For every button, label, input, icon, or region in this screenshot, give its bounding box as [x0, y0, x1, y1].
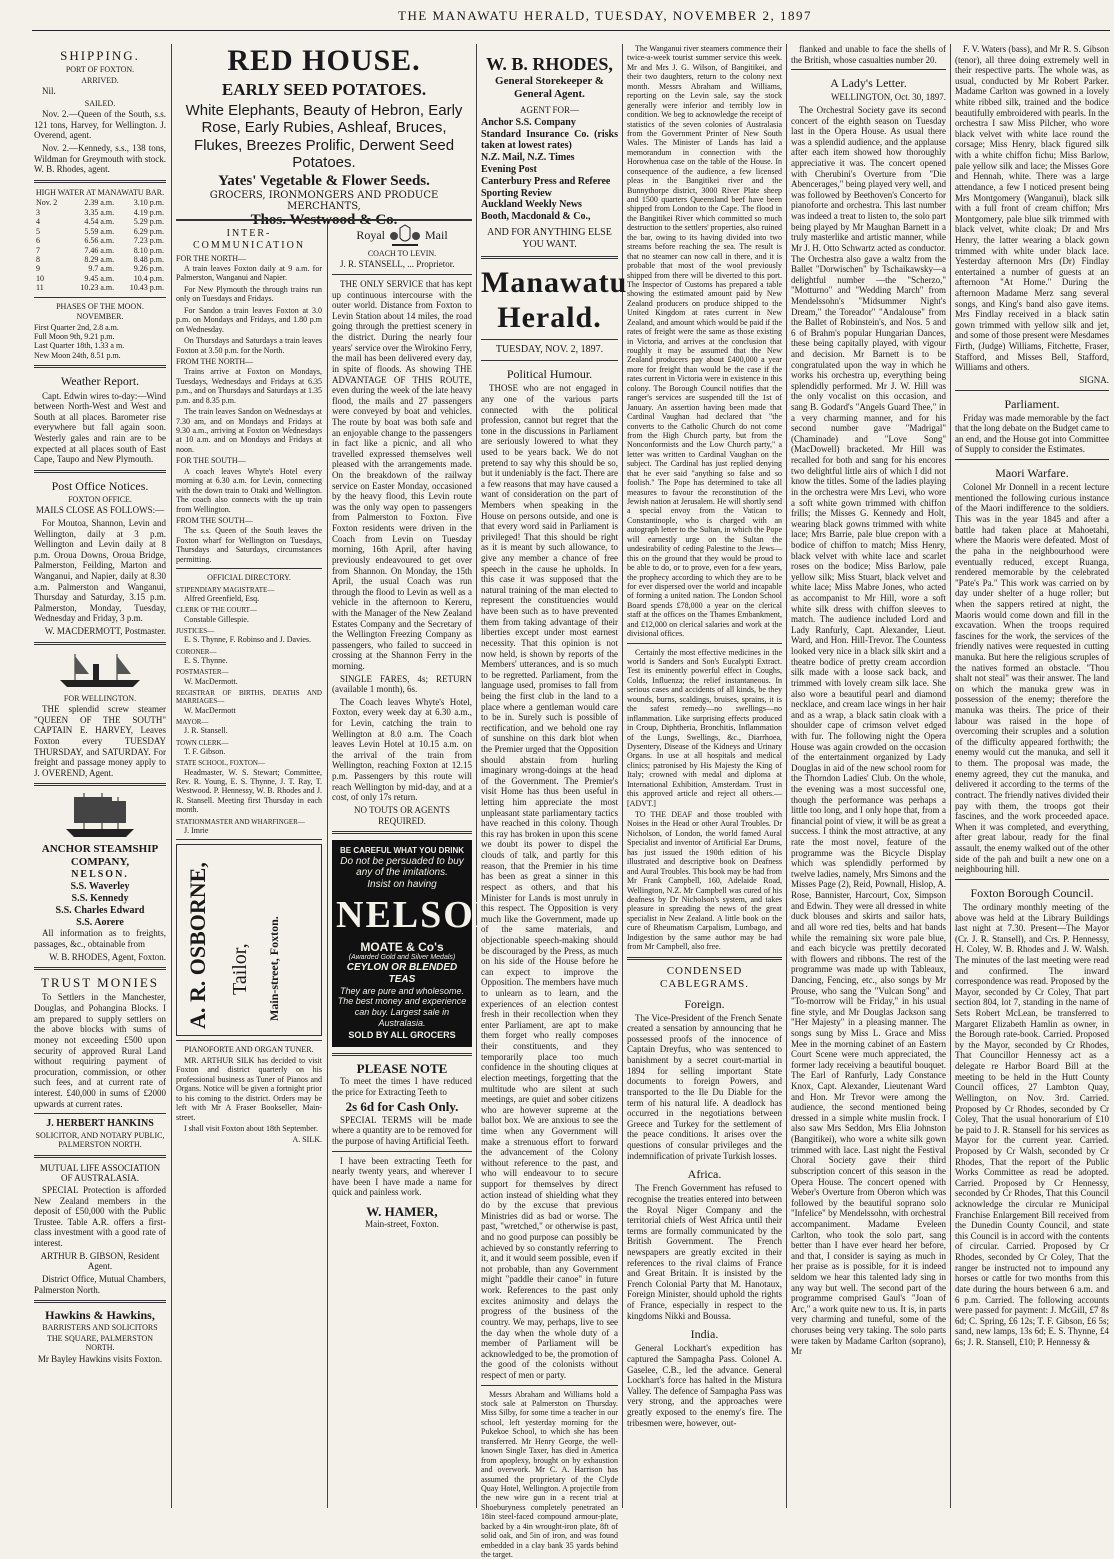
- masthead-title: THE MANAWATU HERALD, TUESDAY, NOVEMBER 2, 1897: [398, 8, 813, 23]
- tide-cell: 7.23 p.m.: [133, 236, 164, 246]
- coach-fares: SINGLE FARES, 4s; RETURN (available 1 month), 6s.: [332, 673, 472, 695]
- tide-row: [34, 283, 166, 292]
- masthead: [0, 0, 1114, 30]
- for-wellington: FOR WELLINGTON.: [63, 693, 137, 703]
- mail-word: Mail: [425, 227, 448, 242]
- foreign-heading: Foreign.: [684, 996, 725, 1011]
- please-heading: PLEASE NOTE: [356, 1060, 448, 1076]
- sailing-ship-icon: [60, 791, 140, 839]
- letter-signature: SIGNA.: [1079, 374, 1109, 385]
- osborne-advert: [176, 844, 322, 1036]
- column-council: [955, 44, 1109, 1508]
- column-coach: [332, 224, 505, 1508]
- nelson-line: SOLD BY ALL GROCERS: [348, 1030, 456, 1041]
- hankins-name: J. HERBERT HANKINS: [46, 1118, 154, 1130]
- directory-title: MAYOR—: [176, 717, 209, 726]
- ship-name: S.S. Charles Edward: [55, 904, 145, 916]
- maori-heading: Maori Warfare.: [995, 466, 1069, 481]
- please-price: 2s 6d for Cash Only.: [345, 1099, 459, 1115]
- inter-heading: INTER-COMMUNICATION: [192, 228, 306, 251]
- train-note: For Sandon a train leaves Foxton at 3.0 p.m. on Mondays and Fridays, and 1.80 p.m on Wednesday.: [176, 305, 322, 334]
- moon-phase: Last Quarter 18th, 1.33 a m.: [34, 341, 125, 351]
- tide-row: [34, 236, 166, 245]
- tide-cell: Nov. 2: [36, 198, 58, 208]
- maori-text: Colonel Mr Donnell in a recent lecture mentioned the following curious instance of the Maori indifference to the soldiers. This was in the year 1845 and after a battle had taken place at Mahoetahi, where the Maoris were defeated. Most of the paha in the neighbourhood were eventually reduced, except Ruanga, rendered memorable by the celebrated "Pate's Pa." This work was carried on by day under shelter of a huge roller; but when the sappers retired at night, the Maoris would come down and fill in the excavation. When the troops required fascines for the work, the services of the friendly natives were requested in cutting manuka. But here the religious scruples of the natives formed an obstacle. "Thou shalt not steal" was their answer. The land on which the manuka grew was in possession of the enemy; therefore the manuka was theirs. The price of their labour was raised in the hope of overcoming their scruples and a solution of the difficulty appeared forthwith; the enemy would cut the manuka, and sell it to them. The proposal was made, the enemy agreed, they cut the manuka, and delivered it according to the terms of the contract. The friendly natives divided their pay with them, the troops got their fascines, and the work proceeded apace. When it was completed, and everything, after great labour, ready for the final assault, the enemy walked out of the other side of the pah and built a new one on a neighbouring hill.: [955, 482, 1109, 875]
- eucalypti-advert: Certainly the most effective medicines in the world is Sanders and Son's Eucalypti Extract. Test its eminently powerful effect in Coughs, Colds, Influenza; the relief instantaneous. In serious cases and accidents of all kinds, be they wounds, burns, scaldings, bruises, sprains, it is the safest remedy—no swellings—no inflammation. Like surprising effects produced in Croup, Diphtheria, Bronchitis, Inflammation of the Lungs, Swellings, &c., Diarrhoea, Dysentery, Disease of the Kidneys and Urinary Organs. In use at all hospitals and medical clinics; patronised by His Majesty the King of Italy; crowned with medal and diploma at International Exhibition, Amsterdam. Trust in this approved article and reject all others.—[ADVT.]: [627, 647, 782, 808]
- agency-item: Sporting Review: [481, 187, 552, 199]
- letter-continued: F. V. Waters (bass), and Mr R. S. Gibson (tenor), all three doing extremely well in their respective parts. The whole was, as usual, conducted by Mr Robert Parker. Madame Carlton was gowned in a lovely white ribbed silk, trained and the bodice beautifully embroidered with pearls. In the orchestra I saw Miss Pilcher, who wore black velvet with white lace round the corsage; Miss Henry, black figured silk with a white chiffon fichu; Miss Barlow, pale yellow silk and lace; the Misses Gore and Hennah, white. There was a large attendance, a few I noticed present being Mrs Montgomery (Wanganui), black silk with a full front of cream chiffon; Mrs Montgomery, pale blue silk trimmed with black velvet, white cloak; Dr and Mrs Henry, the latter wearing a black gown trimmed with white under black lace. Yesterday afternoon Mrs (Dr) Findlay entertained a number of guests at an afternoon "At Home." During the afternoon Madame Merz sang several songs, and King's band also gave items. Mrs Findlay received in a black satin gown trimmed with yellow silk and jet, and some of those present were Mesdames Firth, (Judge) Williams, Fitchette, Fraser, Stafford, and Misses Bell, Stafford, Williams and others.: [955, 44, 1109, 373]
- letter-heading: A Lady's Letter.: [830, 76, 907, 91]
- directory-holder: Alfred Greenfield, Esq.: [184, 593, 260, 603]
- local-notes: Messrs Abraham and Williams hold a stock sale at Palmerston on Thursday. Miss Silby, for some time a teacher in our school, left yesterday morning for the Pukekoe School, to which she has been transferred. Mr Henry George, the well-known Single Taxer, has died in America from apoplexy, brought on by exhaustion and overwork. Mr C. A. Harrison has assumed the proprietary of the Clyde Quay Hotel, Wellington. A projectile from the new wire gun in a recent trial at Shoeburyness completely penetrated an 18in steel-faced compound armour-plate, backed by a 4in wrought-iron plate, 8ft of solid oak, and 5in of iron, and was found embedded in a clay bank 35 yards behind the target.: [481, 1389, 618, 1559]
- steamer-text: THE splendid screw steamer "QUEEN OF THE SOUTH" CAPTAIN E. HARVEY, Leaves Foxton every TUESDAY THURSDAY, and SATURDAY. For freight and passage money apply to J. OVEREND, Agent.: [34, 704, 166, 778]
- political-text: THOSE who are not engaged in any one of the various parts connected with the political profession, cannot but regret that the tone in the discussions in Parliament are seriously lowered to what they used to be years back. We do not pretend to say why this should be so, but it undeniably is the fact. There are a few reasons that may have caused a want of consideration on the part of Members when speaking in the House on persons outside, and one is that every word said in Parliament is privileged! That this should be right as it is meant by such allowance, to give any member a chance of free speech in the cause he upholds. In this case it was supposed that the natural training of the man elected to represent the constituencies would have been such as to have prevented them from taking advantage of their liberties except under most earnest necessity. That this opinion is not now held, is shown by reports of the Members' utterances, and is so much to be regretted. Parliament, from the language used, promises to fall from being the first club in the land to a place where a gentleman would care to be in. Surely such is possible of rectification, and we behold one ray of sunshine on this dark blot when the Premier urged that the Opposition should abstain from hurling imaginary wrong-doings at the head of the Government. The Premier's visit Home has thus been useful in letting him appreciate the most unpleasant state parliamentary tactics have reached in this colony. Though this ray has broken in upon this scene we doubt its power to dispel the clouds of talk, and partly for this reason, that the Premier in his time has been as great a sinner in this respect as others, and that his Minister for Lands is most unruly in this respect. The Opposition is very much like the Government, made up of the same materials, and objectionable speech-making should be discouraged by the Press, as much on his side of the House before he can expect to improve the Opposition. The members have much to unlearn as to learn, and the experiences of an election contest fresh in their recollection when they enter Parliament, are apt to make them forget who really composes their constituents, and they temporarily place too much confidence in the shouting cliques at election meetings, forgetting that the multitude who are silent at such meetings, are quiet and sober citizens who are however supreme at the ballot box. We are anxious to see the time when any Government will make a strenuous effort to forward the advancement of the Colony without reference to the past, and who will endeavour to to secure support for themselves by direct action instead of shielding what they do by the excuse that previous Ministries did as bad or worse. The past, "wretched," or otherwise is past, and no good purpose can possibly be achieved by so constantly referring to it, and it would seem possible, even if not probable, than any Government might "paddle their canoe" in future work. References to the past only excites animosity and delays the progress of the business of the country. We may, perhaps, live to see the day when the whole duty of a member of Parliament will be acknowledged to be, the promotion of the good of the colonists without respect of men or party.: [481, 383, 618, 1380]
- foreign-text: The Vice-President of the French Senate created a sensation by announcing that he possessed proofs of the innocence of Captain Dreyfus, who was sentenced to banishment by a secret court-martial in 1894 for selling important State documents to foreign Powers, and transported to the Ile Du Diable for the term of his natural life. A deadlock has occurred in the negotiations between Greece and Turkey for the settlement of the peace conditions. It arises over the questions of consular privileges and the indemnification of private Turkish losses.: [627, 1012, 782, 1161]
- directory-title: STATE SCHOOL, FOXTON—: [176, 759, 265, 768]
- nelson-line: CEYLON OR BLENDED TEAS: [346, 962, 458, 985]
- column-news: [627, 44, 782, 1508]
- proprietor-line: J. R. STANSELL, ... Proprietor.: [340, 259, 455, 270]
- tide-cell: 7.46 a.m.: [84, 245, 115, 255]
- directory-title: TOWN CLERK—: [176, 738, 229, 747]
- india-continued: flanked and unable to face the shells of the British, whose casualties number 20.: [791, 44, 946, 65]
- tide-cell: 8.29 a.m.: [84, 254, 115, 264]
- nelson-line: (Awarded Gold and Silver Medals): [348, 953, 456, 961]
- letter-text: The Orchestral Society gave its second concert of the eighth season on Tuesday last in the Opera House. As usual there was a splendid audience, and the applause after each item showed how thoroughly appreciative it was. The concert opened with Cherubini's Overture from "Die Abencerages," being played very well, and was followed by Beethoven's Concerto for pianoforte and orchestra. This last number was indeed a treat to listen to, the solo part being played by Mr Maughan Barnett in a truly masterlike and artistic manner, while Mr J. H. Otto Schwartz acted as conductor. The Orchestra also gave a waltz from the Ballet "Dorwischen" by Tschaikawsky—a delightful number —the "Scherzo," "Motturno" and "Wedding March" from Mendelssohn's "Midsummer Night's Dream," the Toreador" "Andalouse" from the Ballet of Robinstein's, and Nos. 5 and 6 of Brahm's popular Hungarian Dances, these being capitally played, with vigour and decision. Mr Barnett is to be congratulated upon the way in which he works his orchestra up, everything being splendidly performed. Mr J. W. Hill was the only vocalist on this occasion, and sang B. Godard's "Angels Guard Thee," in a very charming manner, and for his second number gave "Madrigal" (Chaminade) and "Love Song" (MacDowell) bracketed. Mr Hill was recalled for both and sang for his encores two delightful little airs of which I did not know the titles. Some of the ladies playing in the orchestra were Mrs Levi, who wore a soft white gown trimmed with chiffon frills; the Misses G. Kennedy and Holt, wearing black gowns trimmed with white lace; Mrs Barrie, pale blue crepon with a bodice of chiffon to match; Miss Henry, black velvet with white lace and scarlet roses on the bodice; Miss Barlow, pale yellow silk; Miss Stuart, black velvet and white lace; Miss Mabre Jones, who acted as accompanist to Mr Hill, wore a soft white silk dress with chiffon sleeves to match. The audience included Lord and Lady Ranfurly, Capt. Alexander, Lieut. Ward, and Hon. Hill-Trevor. The Countess looked very nice in a black silk skirt and a theatre bodice of pretty cream accordion silk made with a loose sack back, and trimmed with lovely cream silk lace. She also wore a beautiful pearl and diamond necklace, and cream lace wings in her hair and as a wrap, a black satin cloak with a shoulder cape of crimson velvet edged with fur. The following night the Opera House was again crowded on the occasion of the entertainment organized by Lady Douglas in aid of the new school room for the Thorndon Ladies' Club. On the whole, the evening was a most successful one, though the performance was perhaps a little too long, and I only hope that, from a financial point of view, it will be as great a success. I think the most attractive, at any rate the most novel, feature of the programme was the Bicycle Display which was splendidly performed by twelve ladies, namely, Mrs Simons and the Misses Page (2), Reid, Pownall, Hislop, A. Rose, Bannister, Harcourt, Cox, Simpson and Edwin. They were all dressed in white duck blouses and skirts and sailor hats, and all wore red ties, belts and hat bands while the remaining six wore pale blue, and each bicycle was prettily decorated with flowers and ribbons. The rest of the programme was made up with Tableaux, Dancing, Fencing, etc., also songs by Mr Prouse, who sang the "Vulcan Song" and "To-morrow will be Friday," in his usual fine style, and Mr Douglas Jackson sang "Her Majesty" in a pleasing manner. The songs sung by Miss L. Grace and Miss Mee in the morning cabinet of an Eastern Court Scene were much appreciated, the former lady receiving a beautiful bouquet. The Earl of Ranfurly, Lady Constance Knox, Capt. Alexander, Lieutenant Ward and Hon. Mr Trevor were among the audience, the second mentioned being dressed in a simple white muslin frock. I also saw Mrs Seddon, Mrs Elia Johnston (Bangitikei), who wore a white silk gown trimmed with lace. Last night the Festival Choral Society gave their third subscription concert of this season in the Opera House. The concert opened with Weber's Overture from Oberon which was followed by the beautiful soprano solo "Infelice" by Mendelssohn, with orchestral accompaniment. Madame Eveleen Carlton, who took the solo part, sang better than I have ever heard her before, and that, I consider is saying as much in her praise as is possible, for it is indeed seldom we hear this talented lady sing in any way but well. The second part of the programme comprised Gaul's "Joan of Arc," a work quite new to us. It is, in parts very charming and tuneful, some of the choruses being very taking. The solo parts were taken by Madame Carlton (soprano), Mr: [791, 104, 946, 1357]
- directory-title: POSTMASTER—: [176, 668, 229, 677]
- hawkins-address: THE SQUARE, PALMERSTON NORTH.: [46, 1333, 153, 1353]
- steamer-icon: [55, 650, 145, 690]
- letter-date: WELLINGTON, Oct. 30, 1897.: [830, 92, 946, 103]
- moon-month: NOVEMBER.: [76, 312, 124, 322]
- rhodes-name: W. B. RHODES,: [486, 54, 613, 74]
- tide-cell: 10: [36, 273, 44, 283]
- coach-text-2: The Coach leaves Whyte's Hotel, Foxton, every week day at 6.30 a.m., for Levin, catching the train to Wellington at 8.0 a.m. The Coach leaves Levin Hotel at 10.15 a.m. on the arrival of the train from Wellington, reaching Foxton at 12.15 p.m. Passengers by this route will reach Wellington by mid-day, and at a cost, of only 17s return.: [332, 696, 472, 803]
- tide-row: [34, 198, 166, 207]
- piano-visit: I shall visit Foxton about 18th September.: [184, 1123, 318, 1133]
- india-text: General Lockhart's expedition has captured the Sampagha Pass. Colonel A. Gaselee, C.B., led the advance. General Lockhart's force has halted in the Mistura Valley. The defence of Sampagha Pass was very strong, and the approaches were greatly exposed to the enemy's fire. The tribesmen were, however, out-: [627, 1343, 782, 1428]
- borough-text: The ordinary monthly meeting of the above was held at the Library Buildings last night at 7.30. Present—The Mayor (Cr. J. R. Stansell), and Crs. P. Hennessy, H. Coley, W. B. Rhodes and J. W. Walsh. The minutes of the last meeting were read and confirmed. The inward correspondence was read. Proposed by the Mayor, seconded by Cr Coley, That part section 804, lot 7, standing in the name of Sets Robert McLean, be transferred to Margaret Elizabeth Hamlin as owner, in the Borough rate-book. Carried. Proposed by the Mayor, seconded by Cr Rhodes, That Councillor Hennessy act as a delegate re Harbor Board Bill at the meeting to be held in the Hutt County Council offices, 27 Lambton Quay, Wellington, on Nov. 3rd. Carried. Proposed by Cr Rhodes, seconded by Cr Coley, That the usual honorarium of £10 be paid to J. R. Stansell for his services as Mayor for the current year. Carried. Proposed by Cr Walsh, seconded by Cr Rhodes, That the report of the Public Works Committee as read be adopted. Carried. Proposed by Cr Hennessy, seconded by Cr Rhodes, That this Council acknowledge the circular re Municipal Franchise Enlargement Bill received from the Dunedin County Council, and state this Council is in accord with the contents of circular. Carried. Proposed by Cr Rhodes, seconded by Cr Coley, That the ranger be instructed not to impound any horses or cattle for two months from this date during the hours between 6 a.m. and 6 p.m. Carried. The following accounts were passed for payment: J. McGill, £7 8s 6d; C. Spring, £6 12s; T. F. Gibson, £6 5s; sand, new lamps, 13s 6d; E. S. Thynne, £4 6s; J. R. Stansell, £10; P. Hennessy &: [955, 901, 1109, 1347]
- herald-nameplate: Manawatu Herald.: [481, 265, 628, 334]
- sailed-label: SAILED.: [84, 98, 116, 108]
- trust-heading: TRUST MONIES: [40, 975, 160, 991]
- column-rule: [786, 44, 787, 1508]
- tide-table: [34, 198, 166, 292]
- directory-title: CLERK OF THE COURT—: [176, 606, 257, 615]
- directory-title: REGISTRAR OF BIRTHS, DEATHS AND MARRIAGES—: [176, 689, 322, 706]
- trust-text: To Settlers in the Manchester, Douglas, and Pohangina Blocks. I am prepared to supply settlers on the above blocks with sums of money not exceeding £500 upon security of approved Rural Land without requiring payment of procuration, commission, or other such fees, and at current rate of interest. £40,000 in sums of £2000 upwards at current rates.: [34, 992, 166, 1109]
- anchor-place: NELSON.: [71, 869, 129, 881]
- tide-cell: 10.43 p.m.: [129, 283, 164, 293]
- borough-heading: Foxton Borough Council.: [970, 885, 1094, 900]
- weather-heading: Weather Report.: [60, 374, 140, 389]
- africa-text: The French Government has refused to recognise the treaties entered into between the Royal Niger Company and the territorial chiefs of West Africa until their terms are formally communicated by the British Government. The French newspapers are greatly excited in their references to the rival claims of France and Great Britain. It is insisted by the French Colonial Party that M. Hanotaux, Foreign Minister, should uphold the rights of France, especially in respect to the kingdoms Nikki and Boussa.: [627, 1183, 782, 1321]
- column-rule: [171, 44, 172, 1508]
- ship-name: S.S. Kennedy: [71, 892, 129, 904]
- moon-heading: PHASES OF THE MOON.: [56, 301, 144, 311]
- osborne-name: A. R. OSBORNE,: [185, 862, 210, 1030]
- no-touts: NO TOUTS OR AGENTS REQUIRED.: [354, 804, 450, 826]
- osborne-trade: Tailor,: [229, 943, 251, 996]
- arrived-nil: Nil.: [42, 86, 56, 97]
- mutual-heading: MUTUAL LIFE ASSOCIATION OF AUSTRALASIA.: [39, 1162, 161, 1184]
- cables-heading: CONDENSED CABLEGRAMS.: [660, 964, 749, 990]
- directory-holder: J. R. Stansell.: [184, 726, 228, 736]
- post-heading: Post Office Notices.: [51, 478, 149, 493]
- seed-list: White Elephants, Beauty of Hebron, Early Rose, Early Rubies, Ashleaf, Bruces, Flukes, Breezes Prolific, Derwent Seed Potatoes.: [185, 102, 463, 171]
- hawkins-text: Mr Bayley Hawkins visits Foxton.: [37, 1353, 163, 1364]
- india-heading: India.: [690, 1327, 719, 1342]
- agency-item: Evening Post: [481, 163, 537, 175]
- tide-cell: 10.23 a.m.: [80, 283, 115, 293]
- from-south: FROM THE SOUTH—: [176, 515, 253, 525]
- tide-cell: 8.10 p.m.: [133, 245, 164, 255]
- piano-text: MR. ARTHUR SILK has decided to visit Foxton and district quarterly on his professional business as Tuner of Pianos and Organs. Notice will be given a fortnight prior to his coming to the district. Orders may be left with Mr A Fraser Bookseller, Main-street.: [176, 1055, 322, 1122]
- moon-phase: First Quarter 2nd, 2.8 a.m.: [34, 322, 119, 332]
- column-rule: [950, 44, 951, 1508]
- sailed-entry: Nov. 2.—Kennedy, s.s., 138 tons, Wildman for Greymouth with stock. W. B. Rhodes, agent.: [34, 143, 166, 175]
- directory-holder: Constable Gillespie.: [184, 614, 249, 624]
- tide-row: [34, 227, 166, 236]
- post-sub: FOXTON OFFICE.: [68, 494, 132, 504]
- please-text: To meet the times I have reduced the price for Extracting Teeth to: [332, 1076, 472, 1097]
- official-heading: OFFICIAL DIRECTORY.: [207, 573, 291, 583]
- train-note: For New Plymouth the through trains run only on Tuesdays and Fridays.: [176, 284, 322, 304]
- column-rule: [476, 44, 477, 1508]
- moon-phase: New Moon 24th, 8.51 p.m.: [34, 350, 121, 360]
- gibson-name: ARTHUR B. GIBSON, Resident Agent.: [40, 1250, 160, 1272]
- nelson-line: Insist on having: [367, 879, 437, 891]
- moon-phase: Full Moon 9th, 9.21 p.m.: [34, 332, 115, 342]
- westwood-name: Thos. Westwood & Co.: [250, 212, 398, 228]
- royal-word: Royal: [356, 227, 385, 242]
- tide-cell: 9: [36, 264, 40, 274]
- agency-item: Standard Insurance Co. (risks taken at lowest rates): [481, 128, 618, 152]
- tide-cell: 10.4 p.m.: [133, 273, 164, 283]
- tide-cell: 4.19 p.m.: [133, 207, 164, 217]
- hamer-address: Main-street, Foxton.: [365, 1219, 439, 1230]
- for-north: FOR THE NORTH—: [176, 253, 247, 263]
- tide-cell: 7: [36, 245, 40, 255]
- tide-cell: 3.35 a.m.: [84, 207, 115, 217]
- directory-title: STATIONMASTER AND WHARFINGER—: [176, 817, 305, 826]
- rhodes-sub: General Storekeeper & General Agent.: [495, 75, 604, 101]
- royal-crest-icon: [388, 224, 422, 248]
- gibson-address: District Office, Mutual Chambers, Palmerston North.: [34, 1273, 166, 1295]
- seed-heading: EARLY SEED POTATOES.: [221, 80, 427, 99]
- post-mails: MAILS CLOSE AS FOLLOWS:—: [35, 505, 165, 516]
- column-rule: [327, 220, 328, 1508]
- anchor-agent: W. B. RHODES, Agent, Foxton.: [49, 951, 166, 962]
- coach-text: THE ONLY SERVICE that has kept up continuous intercourse with the outer world. Distance from Foxton to Levin Station about 14 miles, the road going through the prettiest scenery in the district. During the nearly four years' service over the Wirokino Ferry, the mail has been delivered every day, in spite of floods. As showing THE ADVANTAGE OF THIS ROUTE, even during the week of the late heavy flood, the mails and 27 passengers were conveyed by boat and vehicles. The route by boat was both safe and an enjoyable change to the passengers in fact like a picnic, and all who travelled expressed themselves well pleased with the arrangements made. On the breakdown of the railway service on Easter Monday, occasioned by the heavy flood, this Levin route was the only way open to passengers from Palmerston to Foxton. Five Foxton residents were driven in the Coach from Levin on Tuesday morning, 16th April, after having previously endeavoured to get over from Shannon. On Monday, the 15th April, the usual Coach was run through the flood to Levin as well as a vehicle in the afternoon to Kereru, with the Manager of the New Zealand Estates Company and the Secretary of the Wellington Freezing Company as passengers, who failed to succeed in crossing at the Shannon Ferry in the morning.: [332, 279, 472, 671]
- africa-heading: Africa.: [687, 1167, 722, 1182]
- train-note: On Thursdays and Saturdays a train leaves Foxton at 3.50 p.m. for the North.: [176, 336, 322, 355]
- tide-cell: 5: [36, 226, 40, 236]
- parliament-text: Friday was made memorable by the fact that the long debate on the Budget came to an end, and the House got into Committee of Supply to consider the Estimates.: [955, 412, 1109, 455]
- column-communication: [176, 224, 322, 1508]
- tide-cell: 4: [36, 217, 40, 227]
- tide-cell: 6: [36, 236, 40, 246]
- directory-title: JUSTICES—: [176, 626, 215, 635]
- anything-else: AND FOR ANYTHING ELSE YOU WANT.: [487, 226, 612, 250]
- political-heading: Political Humour.: [506, 367, 593, 382]
- editorial-date: TUESDAY, NOV. 2, 1897.: [495, 344, 604, 356]
- hawkins-heading: Hawkins & Hawkins,: [45, 1308, 155, 1323]
- tide-cell: 6.56 a.m.: [84, 236, 115, 246]
- nelson-name: NELSON: [336, 893, 505, 936]
- column-rule: [622, 44, 623, 1508]
- directory-holder: W. MacDermott.: [184, 676, 238, 686]
- tide-row: [34, 264, 166, 273]
- tide-heading: HIGH WATER AT MANAWATU BAR.: [35, 187, 165, 197]
- train-note: A train leaves Foxton daily at 9 a.m. for Palmerston, Wanganui and Napier.: [176, 264, 322, 283]
- weather-text: Capt. Edwin wires to-day:—Wind between North-West and West and South at all places. Barometer rise everywhere but fall again soon. Westerly gales and rain are to be expected at all places south of East Cape, Taupo and New Plymouth.: [34, 390, 166, 465]
- train-note: Trains arrive at Foxton on Mondays, Tuesdays, Wednesdays and Fridays at 6.35 p.m., and on Thursdays and Saturdays at 1.35 p.m. and 8.35 p.m.: [176, 367, 322, 405]
- column-shipping: [34, 44, 166, 1508]
- directory-title: STIPENDIARY MAGISTRATE—: [176, 585, 275, 594]
- agency-item: Anchor S.S. Company: [481, 116, 576, 128]
- tide-row: [34, 208, 166, 217]
- tide-cell: 9.7 a.m.: [88, 264, 115, 274]
- steamer-note: The s.s. Queen of the South leaves the Foxton wharf for Wellington on Tuesdays, Thursdays and Saturdays, circumstances permitting.: [176, 526, 322, 564]
- tide-cell: 5.59 a.m.: [84, 226, 115, 236]
- mutual-text: SPECIAL Protection is afforded New Zealand members in the deposit of £50,000 with the Public Trustee. Table A.R. offers a first-class investment with a good rate of interest.: [34, 1185, 166, 1249]
- nelson-line: Do not be persuaded to buy any of the imitations.: [340, 855, 464, 879]
- directory-holder: E. S. Thynne, F. Robinso and J. Davies.: [184, 635, 311, 645]
- tide-cell: 8: [36, 254, 40, 264]
- agency-list: [481, 117, 618, 223]
- agency-item: Booth, Macdonald & Co.,: [481, 211, 591, 223]
- arrived-label: ARRIVED.: [81, 75, 119, 85]
- post-text: For Moutoa, Shannon, Levin and Wellington, daily at 3 p.m. Wellington and Levin daily at 8 p.m. Oroua Downs, Oroua Bridge, Palmerston, Feilding, Marton and Wanganui, and Napier, daily at 8.30 a.m. Palmerston and Wanganui, Thursday and Saturday, 3.15 p.m. Palmerston, Monday, Tuesday, Wednesday and Friday, 3 p.m.: [34, 517, 166, 624]
- anchor-text: All information as to freights, passages, &c., obtainable from: [34, 928, 166, 949]
- shipping-heading: SHIPPING.: [60, 48, 140, 63]
- agency-item: N.Z. Mail, N.Z. Times: [481, 152, 575, 164]
- tide-cell: 9.26 p.m.: [133, 264, 164, 274]
- tide-cell: 3.10 p.m.: [133, 198, 164, 208]
- column-ladys-letter: [791, 44, 946, 1508]
- tide-cell: 6.29 p.m.: [133, 226, 164, 236]
- directory-holder: E. S. Thynne.: [184, 655, 228, 665]
- directory-holder: Headmaster, W. S. Stewart; Committee, Rev. R. Young, E. S. Thynne, J. T. Ray, T. Westwood. P. Hennessy, W. B. Rhodes and J. R. Stansell. Meeting first Thursday in each month.: [176, 767, 322, 815]
- agency-item: Canterbury Press and Referee: [481, 175, 611, 187]
- hawkins-sub: BARRISTERS AND SOLICITORS: [42, 1323, 158, 1333]
- tide-row: [34, 274, 166, 283]
- hankins-sub: SOLICITOR, AND NOTARY PUBLIC, PALMERSTON NORTH.: [35, 1130, 165, 1150]
- yates-heading: Yates' Vegetable & Flower Seeds.: [218, 173, 430, 189]
- red-house-title: RED HOUSE.: [227, 44, 421, 77]
- port-label: PORT OF FOXTON.: [65, 65, 135, 75]
- royal-mail-heading: [332, 224, 472, 248]
- special-text: SPECIAL TERMS will be made where a quantity are to be removed for the purpose of having Artificial Teeth.: [332, 1114, 472, 1146]
- grocers-line: GROCERS, IRONMONGERS AND PRODUCE MERCHANTS,: [209, 190, 439, 212]
- ship-name: S.S. Waverley: [70, 881, 130, 893]
- tide-cell: 11: [36, 283, 44, 293]
- coach-heading: COACH TO LEVIN.: [367, 249, 437, 258]
- sailed-entry: Nov. 2.—Queen of the South, s.s. 121 tons, Harvey, for Wellington. J. Overend, agent.: [34, 109, 166, 141]
- tide-row: [34, 255, 166, 264]
- news-text: The Wanganui river steamers commence their twice-a-week tourist summer service this week. Mr and Mrs J. G. Wilson, of Bangitikei, and their two daughters, return to the colony next month. Messrs Abraham and Williams, reporting on the Levin sale, say the stock generally were inferior and terribly low in condition. We beg to acknowledge the receipt of statistics of the seven colonies of Australasia from the Government Printer of New South Wales. The Minister of Lands has laid a memorandum in connection with the Horowhenua case on the table of the House. In consequence of the audience, a few licensed pleas in the Bangitikei river and the Bunnythorpe district, 3000 River Plate sheep and 1500 quarters Queensland beef have been shipped from London to the Cape. The flood in the Bangitikei River which committed so much destruction to the settlers' properties, also ruined the bar, owing to its having divided into two streams before reaching the sea. The result is that no steamer can now call in there, and it is probable that most of the wool previously shipped from there will be diverted to this port. The Inspector of Customs has prepared a table showing the estimated amount paid by New Zealand producers on produce shipped to the United Kingdom at rates current in New Zealand, and amount which would be paid if the rates of freight were the same as those existing in Victoria, and arrives at the conclusion that roughly it may be assumed that the New Zealand producers pay about £400,000 a year more for freight than would be the case if the rates current in Victoria were in existence in this colony. The Borough Council notifies that the ranger's services are suspended till the 1st of January. An assertion having been made that Cardinal Vaughan had declared that "the converts to the Catholic Church do not come from the High Church party, but from the Nonconformists and the Low Church party," a letter was written to Cardinal Vaughan on the subject. The Cardinal has just replied denying that he ever said "anything so false and so foolish." The Pope has determined to take all measures to favour the reconstitution of the Jewish nation at Jerusalem. He will shortly send a special envoy from the Vatican to Constantinople, who is charged with an autograph letter to the Sultan, in which the Pope will earnestly urge on the Sultan the undesirability of ceding Palestine to the Jews—this on the ground that they would be proud to be able to do, or to prove, even for a few years, the prophecy according to which they are to be for ever dispersed over the world and incapable of forming a united nation. The London School Board spends £78,000 a year on the clerical staff at the offices on the Thames Embankment, and £12,000 on clerical salaries and work at the divisional offices.: [627, 44, 782, 639]
- hamer-name: W. HAMER,: [366, 1203, 438, 1219]
- red-house-advert: [176, 44, 472, 228]
- tide-cell: 5.29 p.m.: [133, 217, 164, 227]
- moon-phases: [34, 323, 166, 361]
- agent-for: AGENT FOR—: [519, 105, 580, 116]
- post-signature: W. MACDERMOTT, Postmaster.: [44, 626, 166, 637]
- train-note: The train leaves Sandon on Wednesdays at 7.30 am, and on Mondays and Fridays at 9.30 a.m., arriving at Foxton on Wednesdays at 10 a.m. and on Mondays and Fridays at noon.: [176, 407, 322, 454]
- agency-item: Auckland Weekly News: [481, 199, 582, 211]
- nelson-top: BE CAREFUL WHAT YOU DRINK: [340, 846, 464, 856]
- nelson-tea-advert: [332, 840, 505, 1047]
- directory-title: CORONER—: [176, 647, 217, 656]
- piano-heading: PIANOFORTE AND ORGAN TUNER.: [184, 1045, 314, 1055]
- tide-row: [34, 217, 166, 226]
- osborne-address: Main-street, Foxton.: [267, 916, 281, 1022]
- tide-cell: 3: [36, 207, 40, 217]
- directory-holder: W. MacDermott: [184, 705, 236, 715]
- ship-name: S.S. Aorere: [76, 916, 124, 928]
- tide-cell: 8.48 p.m.: [133, 254, 164, 264]
- parliament-heading: Parliament.: [1004, 396, 1060, 411]
- nelson-line: MOATE & Co's: [360, 939, 444, 954]
- deaf-advert: TO THE DEAF and those troubled with Noises in the Head or other Aural Troubles. Dr Nicholson, of London, the world famed Aural Specialist and inventor of Artificial Ear Drums, has just issued the 190th edition of his illustrated and descriptive book on Deafness and Aural Troubles. This book may be had from Mr Frank Campbell, 160, Adelaide Road, Wellington, N.Z. Mr Campbell was cured of his deafness by Dr Nicholson's system, and takes pleasure in spreading the news of the great specialist in New Zealand. A little book on the cure of Rheumatism Carpalism, Lumbago, and Indigestion by the same author may be had from Mr Campbell, also free.: [627, 810, 782, 952]
- coach-note: A coach leaves Whyte's Hotel every morning at 6.30 a.m. for Levin, connecting with the down train to Otaki and Wellington. The coach also connects with the up train from Wellington.: [176, 466, 322, 514]
- extract-text: I have been extracting Teeth for nearly twenty years, and wherever I have been I have made a name for quick and painless work.: [332, 1155, 472, 1198]
- tide-cell: 4.54 a.m.: [84, 217, 115, 227]
- anchor-heading: ANCHOR STEAMSHIP COMPANY,: [41, 843, 159, 869]
- column-editorial: [481, 44, 628, 1559]
- tide-cell: 2.39 a.m.: [84, 198, 115, 208]
- for-south: FOR THE SOUTH—: [176, 456, 246, 466]
- piano-signature: A. SILK.: [292, 1135, 322, 1145]
- nelson-line: They are pure and wholesome. The best money and experience can buy. Largest sale in Australasia.: [337, 985, 467, 1028]
- tide-row: [34, 246, 166, 255]
- official-directory: [176, 586, 322, 836]
- directory-holder: T. F. Gibson.: [184, 746, 226, 756]
- directory-holder: J. Imrie: [184, 826, 209, 836]
- from-north: FROM THE NORTH—: [176, 356, 254, 366]
- tide-cell: 9.45 a.m.: [84, 273, 115, 283]
